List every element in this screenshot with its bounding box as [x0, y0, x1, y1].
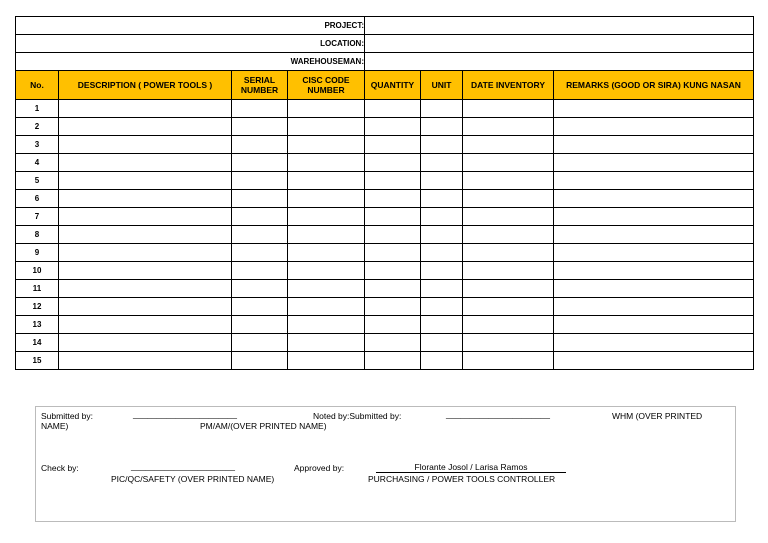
header-no: No. [16, 71, 59, 100]
date-inventory-cell[interactable] [463, 190, 554, 208]
quantity-cell[interactable] [365, 226, 421, 244]
pm-caption: PM/AM/(OVER PRINTED NAME) [200, 421, 327, 431]
quantity-cell[interactable] [365, 280, 421, 298]
remarks-cell[interactable] [554, 100, 754, 118]
description-cell[interactable] [59, 280, 232, 298]
signature-box [35, 406, 736, 522]
unit-cell[interactable] [421, 226, 463, 244]
quantity-cell[interactable] [365, 208, 421, 226]
row-number: 2 [16, 118, 59, 136]
location-row [16, 35, 754, 53]
remarks-cell[interactable] [554, 136, 754, 154]
description-cell[interactable] [59, 208, 232, 226]
project-field[interactable] [365, 17, 754, 35]
date-inventory-cell[interactable] [463, 262, 554, 280]
remarks-cell[interactable] [554, 352, 754, 370]
remarks-cell[interactable] [554, 262, 754, 280]
unit-cell[interactable] [421, 154, 463, 172]
date-inventory-cell[interactable] [463, 100, 554, 118]
table-row [16, 172, 754, 190]
serial-number-cell[interactable] [232, 100, 288, 118]
unit-cell[interactable] [421, 298, 463, 316]
date-inventory-cell[interactable] [463, 298, 554, 316]
description-cell[interactable] [59, 262, 232, 280]
unit-cell[interactable] [421, 262, 463, 280]
row-number: 8 [16, 226, 59, 244]
unit-cell[interactable] [421, 352, 463, 370]
cisc-code-cell[interactable] [288, 298, 365, 316]
serial-number-cell[interactable] [232, 208, 288, 226]
serial-number-cell[interactable] [232, 118, 288, 136]
unit-cell[interactable] [421, 100, 463, 118]
serial-number-cell[interactable] [232, 190, 288, 208]
name-suffix: NAME) [41, 421, 69, 431]
remarks-cell[interactable] [554, 208, 754, 226]
header-date-inventory: DATE INVENTORY [463, 71, 554, 100]
check-line[interactable]: ______________________ [131, 461, 236, 471]
row-number: 9 [16, 244, 59, 262]
table-row [16, 262, 754, 280]
unit-cell[interactable] [421, 172, 463, 190]
row-number: 4 [16, 154, 59, 172]
row-number: 15 [16, 352, 59, 370]
description-cell[interactable] [59, 100, 232, 118]
cisc-code-cell[interactable] [288, 172, 365, 190]
noted-label: Noted by:Submitted by: [313, 411, 402, 421]
row-number: 12 [16, 298, 59, 316]
description-cell[interactable] [59, 316, 232, 334]
table-row [16, 298, 754, 316]
cisc-code-cell[interactable] [288, 154, 365, 172]
remarks-cell[interactable] [554, 118, 754, 136]
date-inventory-cell[interactable] [463, 226, 554, 244]
approver-names: Florante Josol / Larisa Ramos [376, 462, 566, 473]
header-unit: UNIT [421, 71, 463, 100]
serial-number-cell[interactable] [232, 334, 288, 352]
description-cell[interactable] [59, 298, 232, 316]
cisc-code-cell[interactable] [288, 208, 365, 226]
date-inventory-cell[interactable] [463, 136, 554, 154]
description-cell[interactable] [59, 352, 232, 370]
header-cisc-code: CISC CODE NUMBER [288, 71, 365, 100]
unit-cell[interactable] [421, 244, 463, 262]
description-cell[interactable] [59, 226, 232, 244]
serial-number-cell[interactable] [232, 154, 288, 172]
unit-cell[interactable] [421, 334, 463, 352]
row-number: 5 [16, 172, 59, 190]
serial-number-cell[interactable] [232, 136, 288, 154]
remarks-cell[interactable] [554, 226, 754, 244]
date-inventory-cell[interactable] [463, 334, 554, 352]
unit-cell[interactable] [421, 118, 463, 136]
table-row [16, 118, 754, 136]
approver-caption: PURCHASING / POWER TOOLS CONTROLLER [368, 474, 556, 484]
serial-number-cell[interactable] [232, 280, 288, 298]
row-number: 14 [16, 334, 59, 352]
serial-number-cell[interactable] [232, 172, 288, 190]
quantity-cell[interactable] [365, 334, 421, 352]
pic-caption: PIC/QC/SAFETY (OVER PRINTED NAME) [111, 474, 275, 484]
warehouseman-label: WAREHOUSEMAN: [16, 53, 365, 71]
description-cell[interactable] [59, 118, 232, 136]
cisc-code-cell[interactable] [288, 352, 365, 370]
date-inventory-cell[interactable] [463, 172, 554, 190]
row-number: 7 [16, 208, 59, 226]
serial-number-cell[interactable] [232, 352, 288, 370]
cisc-code-cell[interactable] [288, 190, 365, 208]
project-row [16, 17, 754, 35]
table-row [16, 244, 754, 262]
remarks-cell[interactable] [554, 154, 754, 172]
warehouseman-field[interactable] [365, 53, 754, 71]
cisc-code-cell[interactable] [288, 334, 365, 352]
row-number: 6 [16, 190, 59, 208]
remarks-cell[interactable] [554, 172, 754, 190]
table-row [16, 208, 754, 226]
table-header [16, 71, 754, 100]
date-inventory-cell[interactable] [463, 244, 554, 262]
quantity-cell[interactable] [365, 100, 421, 118]
description-cell[interactable] [59, 334, 232, 352]
row-number: 13 [16, 316, 59, 334]
quantity-cell[interactable] [365, 136, 421, 154]
quantity-cell[interactable] [365, 316, 421, 334]
quantity-cell[interactable] [365, 244, 421, 262]
cisc-code-cell[interactable] [288, 136, 365, 154]
description-cell[interactable] [59, 190, 232, 208]
remarks-cell[interactable] [554, 190, 754, 208]
approved-label: Approved by: [294, 463, 345, 473]
date-inventory-cell[interactable] [463, 208, 554, 226]
date-inventory-cell[interactable] [463, 118, 554, 136]
cisc-code-cell[interactable] [288, 226, 365, 244]
project-label: PROJECT: [16, 17, 365, 35]
row-number: 10 [16, 262, 59, 280]
description-cell[interactable] [59, 172, 232, 190]
unit-cell[interactable] [421, 316, 463, 334]
cisc-code-cell[interactable] [288, 100, 365, 118]
serial-number-cell[interactable] [232, 262, 288, 280]
remarks-cell[interactable] [554, 298, 754, 316]
noted-line[interactable]: ______________________ [446, 409, 551, 419]
table-row [16, 154, 754, 172]
location-label: LOCATION: [16, 35, 365, 53]
remarks-cell[interactable] [554, 280, 754, 298]
cisc-code-cell[interactable] [288, 118, 365, 136]
table-row [16, 334, 754, 352]
table-row [16, 226, 754, 244]
date-inventory-cell[interactable] [463, 352, 554, 370]
unit-cell[interactable] [421, 208, 463, 226]
description-cell[interactable] [59, 154, 232, 172]
location-field[interactable] [365, 35, 754, 53]
quantity-cell[interactable] [365, 190, 421, 208]
quantity-cell[interactable] [365, 352, 421, 370]
warehouseman-row [16, 53, 754, 71]
cisc-code-cell[interactable] [288, 316, 365, 334]
table-row [16, 280, 754, 298]
submitted-label: Submitted by: [41, 411, 93, 421]
quantity-cell[interactable] [365, 262, 421, 280]
serial-number-cell[interactable] [232, 298, 288, 316]
header-remarks: REMARKS (GOOD OR SIRA) KUNG NASAN [554, 71, 754, 100]
description-cell[interactable] [59, 244, 232, 262]
table-row [16, 100, 754, 118]
date-inventory-cell[interactable] [463, 154, 554, 172]
unit-cell[interactable] [421, 136, 463, 154]
date-inventory-cell[interactable] [463, 316, 554, 334]
table-row [16, 316, 754, 334]
cisc-code-cell[interactable] [288, 244, 365, 262]
quantity-cell[interactable] [365, 298, 421, 316]
quantity-cell[interactable] [365, 118, 421, 136]
unit-cell[interactable] [421, 190, 463, 208]
serial-number-cell[interactable] [232, 244, 288, 262]
header-serial-number: SERIAL NUMBER [232, 71, 288, 100]
whm-caption: WHM (OVER PRINTED [612, 411, 703, 421]
cisc-code-cell[interactable] [288, 280, 365, 298]
remarks-cell[interactable] [554, 316, 754, 334]
quantity-cell[interactable] [365, 154, 421, 172]
header-description: DESCRIPTION ( POWER TOOLS ) [59, 71, 232, 100]
row-number: 1 [16, 100, 59, 118]
header-quantity: QUANTITY [365, 71, 421, 100]
inventory-table [15, 16, 754, 370]
quantity-cell[interactable] [365, 172, 421, 190]
description-cell[interactable] [59, 136, 232, 154]
serial-number-cell[interactable] [232, 316, 288, 334]
unit-cell[interactable] [421, 280, 463, 298]
date-inventory-cell[interactable] [463, 280, 554, 298]
cisc-code-cell[interactable] [288, 262, 365, 280]
submitted-line[interactable]: ______________________ [133, 409, 238, 419]
row-number: 11 [16, 280, 59, 298]
check-label: Check by: [41, 463, 79, 473]
row-number: 3 [16, 136, 59, 154]
table-row [16, 190, 754, 208]
table-row [16, 136, 754, 154]
remarks-cell[interactable] [554, 334, 754, 352]
serial-number-cell[interactable] [232, 226, 288, 244]
remarks-cell[interactable] [554, 244, 754, 262]
table-row [16, 352, 754, 370]
